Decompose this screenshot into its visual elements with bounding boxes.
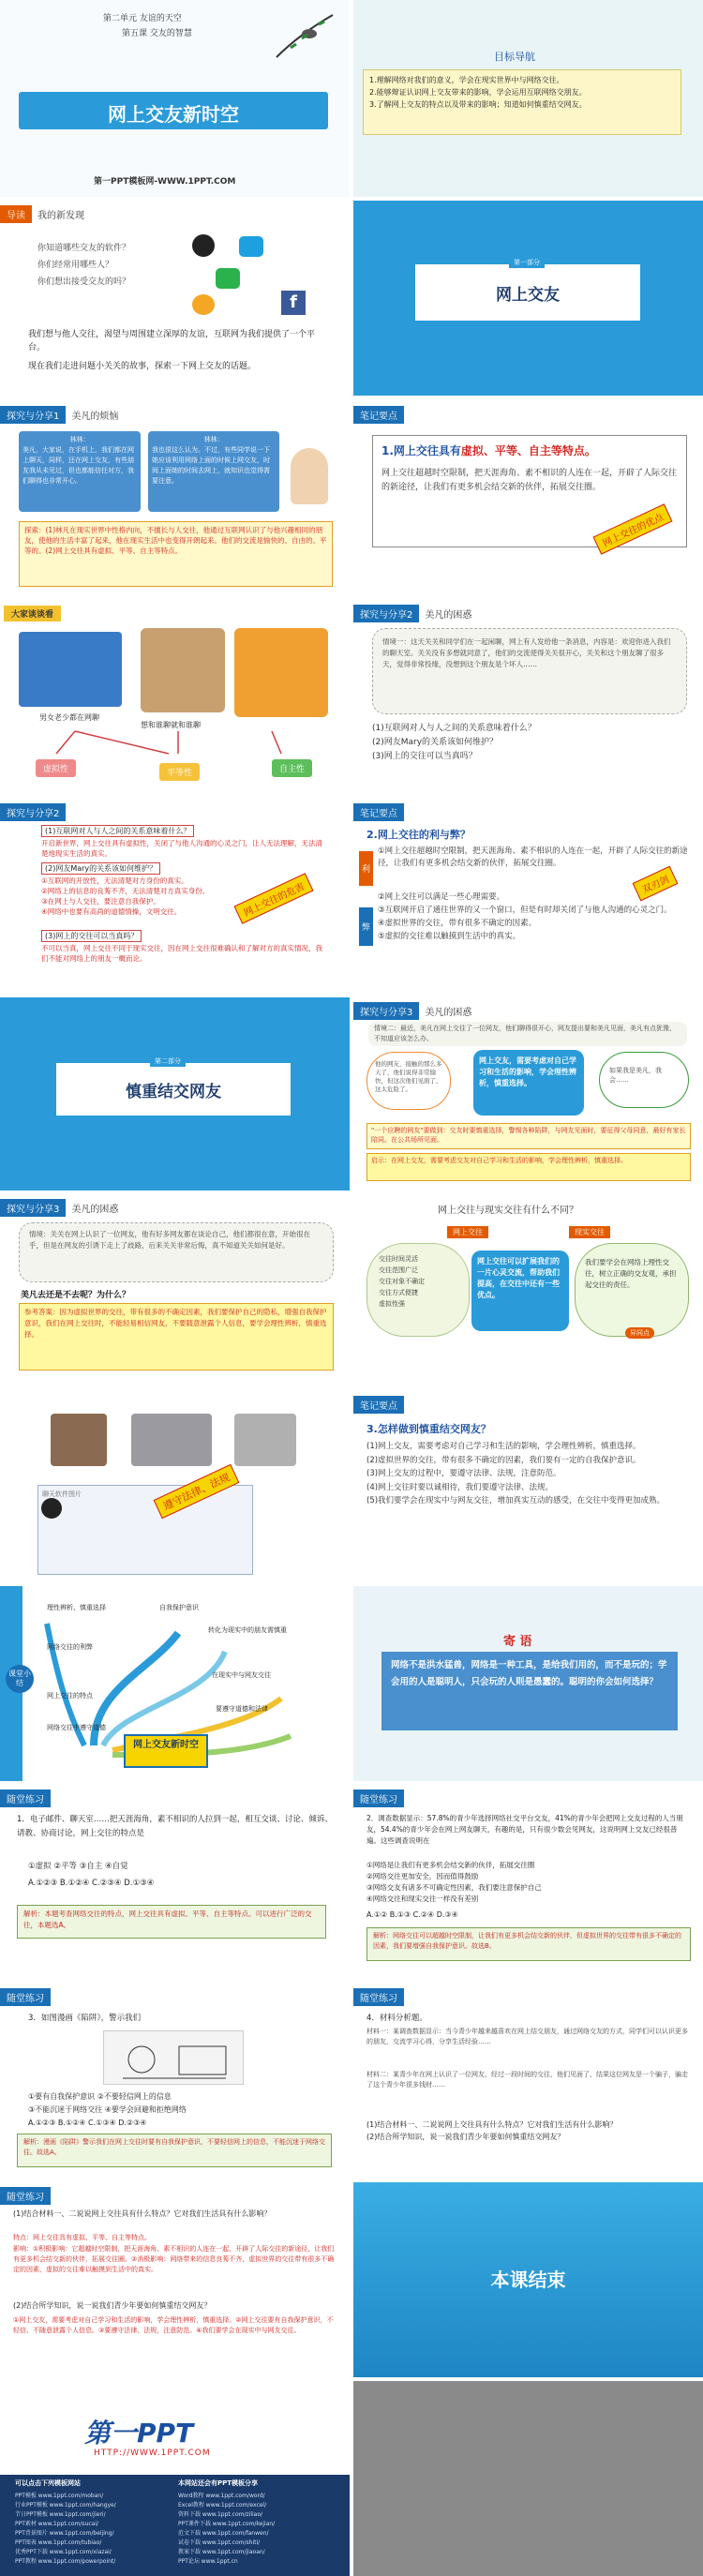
slide-tag: [0, 1790, 51, 1805]
cons-item: ④虚拟世界的交往，带有很多不确定的因素。: [378, 919, 537, 928]
facebook-icon: f: [281, 291, 306, 315]
tag-title: 我的新发现: [37, 210, 84, 221]
practice-option: ①网络是让我们有更多机会结交新的伙伴，拓展交往圈: [366, 1861, 535, 1869]
summary-logo: 网上交友新时空: [124, 1734, 208, 1768]
double-edge-stamp: 双刃剑: [633, 866, 679, 902]
slide-notes3: [353, 1391, 703, 1582]
explanation-box: 解析：网络交往可以超越时空限制，让我们有更多机会结交新的伙伴，但虚拟世界的交往带有很多不确定的因素，我们要增强自我保护意识。故选B。: [366, 1927, 691, 1961]
practice-choices: A.①② B.①③ C.②④ D.③④: [366, 1910, 458, 1919]
tag-label: 随堂练习: [0, 2187, 51, 2205]
method-item: (1)网上交友，需要考虑对自己学习和生活的影响，学会理性辨析，慎重选择。: [366, 1442, 641, 1451]
link-item[interactable]: PPT课件下载 www.1ppt.com/kejian/: [178, 2521, 276, 2527]
summary-item: 自我保护意识: [159, 1604, 199, 1611]
summary-item: 在现实中与网友交往: [212, 1671, 271, 1679]
tag-label: 探究与分享2: [353, 605, 419, 622]
answer: 开启新世界，网上交往具有虚拟性，关闭了与他人沟通的心灵之门，让人无法理解，无法清楚地现实生活的真实。: [41, 839, 322, 858]
slide-explore3: [353, 997, 703, 1191]
part-title: 网上交友: [496, 286, 560, 305]
method-item: (3)网上交友的过程中，要遵守法律、法规，注意防范。: [366, 1469, 561, 1478]
intro-question: 你们想出接受交友的吗？: [37, 277, 131, 287]
notes-heading: 2.网上交往的利与弊？: [366, 829, 471, 841]
thought-bubble-right: 如果我是美凡，我会……: [599, 1052, 689, 1108]
answer: ①网上交友，需要考虑对自己学习和生活的影响，学会理性辨析，慎重选择。②网上交往要有自我保护意识，不轻信、不随意泄露个人信息。③要遵守法律、法规，注意防范。④我们要学会在现实中与网友交往。: [13, 2316, 334, 2334]
slide-tag: [0, 804, 66, 819]
cover-title: 网上交友新时空: [108, 103, 239, 126]
practice-question: 1．电子邮件、聊天室……把天涯海角，素不相识的人拉到一起，相互交谈、讨论、倾诉、请教、协商讨论，网上交往的特点是: [17, 1815, 333, 1838]
link-item[interactable]: 优秀PPT下载 www.1ppt.com/xiazai/: [15, 2549, 112, 2555]
answer: ①互联网的开放性，无法清楚对方身份的真实。: [41, 876, 188, 885]
slide-tag: [353, 1989, 404, 2004]
slide-tag: [0, 206, 84, 221]
intro-question: 你们经常用哪些人？: [37, 261, 114, 270]
slide-tag: [353, 1003, 471, 1018]
summary-badge: 课堂小结: [6, 1665, 34, 1693]
explore-note: 探索：(1)林凡在现实世界中性格内向，不擅长与人交往，他通过互联网认识了与他兴趣相同的朋友，使他的生活丰富了起来，他在现实生活中也变得开朗起来。他们的交流是愉快的、自由的、平等的。(2)网上交往具有虚拟、平等、自主等特点。: [19, 521, 333, 587]
offline-text: 我们要学会在网络上理性交往，树立正确的交友观，承担起交往的责任。: [575, 1243, 689, 1337]
photo-illustration: [51, 1414, 107, 1466]
story-box: 情境：关关在网上认识了一位网友，他有好多网友都在谈论自己，他们都很在意，开始很在乎，但是在网友的引诱下走上了歧路，后来关关非常后悔，真不知道关关如何是好。: [19, 1222, 334, 1282]
tag-label: 探究与分享1: [0, 406, 66, 424]
question: 美凡去还是不去呢？为什么？: [21, 1291, 131, 1300]
slide-tag: [0, 2188, 51, 2203]
method-item: (5)我们要学会在现实中与网友交往，增加真实互动的感受，在交往中变得更加成熟。: [366, 1496, 666, 1505]
intro-question: 你知道哪些交友的软件？: [37, 244, 131, 253]
discuss-banner: 大家谈谈看: [4, 606, 61, 622]
tag-label: 探究与分享3: [353, 1002, 419, 1020]
online-list: 交往时间灵活 交往范围广泛 交往对象不确定 交往方式便捷 虚拟性强: [366, 1243, 470, 1337]
practice-option: ④网络交往和现实交往一样没有差别: [366, 1895, 479, 1903]
cons-item: ⑤虚拟的交往难以触摸到生活中的真实。: [378, 932, 521, 941]
site-url: HTTP://WWW.1PPT.COM: [94, 2449, 211, 2458]
practice-options: ①虚拟 ②平等 ③自主 ④自觉: [28, 1862, 128, 1871]
tag-label: 探究与分享2: [0, 803, 66, 821]
sub-question: (2)结合所学知识，说一说我们青少年要如何慎重结交网友？: [13, 2301, 212, 2310]
tag-title: 美凡的困惑: [425, 1007, 472, 1018]
goal-item: 1.理解网络对我们的意义，学会在现实世界中与网络交往。: [369, 76, 564, 84]
part-label: 第二部分: [150, 1056, 186, 1067]
practice-option: ③不能沉迷于网络交往 ④要学会回避和拒绝网络: [28, 2105, 187, 2114]
caption: 想和谁聊就和谁聊: [141, 721, 201, 729]
link-item[interactable]: 资料下载 www.1ppt.com/ziliao/: [178, 2511, 263, 2518]
momo-icon: [239, 236, 263, 257]
site-label: 第一PPT模板网-WWW.1PPT.COM: [94, 177, 236, 187]
goal-item: 3.了解网上交友的特点以及带来的影响；知道如何慎重结交网友。: [369, 100, 587, 109]
bubble-title: 林林：: [203, 436, 224, 443]
slide-tag: [353, 606, 471, 621]
link-item[interactable]: 范文下载 www.1ppt.com/fanwen/: [178, 2530, 269, 2537]
cons-label: 弊: [359, 907, 373, 946]
link-item[interactable]: 试卷下载 www.1ppt.com/shiti/: [178, 2539, 261, 2546]
advantage-stamp: 网上交往的优点: [592, 503, 672, 555]
explanation-box: 解析：漫画《陷阱》警示我们在网上交往时要有自我保护意识，不要轻信网上的信息，不能沉迷于网络交往。故选A。: [17, 2134, 332, 2167]
summary-item: 要遵守道德和法律: [216, 1705, 268, 1713]
slide-notes1: [353, 401, 703, 594]
tag-label: 随堂练习: [353, 1988, 404, 2006]
chip-equal: 平等性: [159, 763, 200, 781]
link-item[interactable]: PPT论坛 www.1ppt.cn: [178, 2558, 238, 2565]
bird-branch-icon: [272, 6, 337, 62]
slide-part1: [353, 201, 703, 396]
goals-heading: 目标导航: [494, 51, 535, 63]
summary-item: 理性辨析、慎重选择: [47, 1604, 106, 1611]
intro-body: 我们想与他人交往，渴望与周围建立深厚的友谊，互联网为我们提供了一个平台。: [28, 330, 316, 352]
blank-slot: [353, 2381, 703, 2576]
caption: 男女老少都在网聊: [39, 713, 99, 722]
part-title: 慎重结交网友: [126, 1083, 221, 1101]
slide-credits: [0, 2381, 350, 2576]
thought-bubble-left: 他的网友，接触的那么多天了，他们说得非常愉快，但这次他们见面了，这太危险了。: [366, 1052, 451, 1110]
speech-bubble-right: [148, 431, 279, 512]
slide-tag: [0, 407, 118, 422]
story-box: 情境二：最近，美凡在网上交往了一位网友，他们聊得很开心，网友提出要和美凡见面，美凡有点犹豫，不知道应该怎么办。: [368, 1022, 687, 1046]
qq-icon: [41, 1498, 62, 1519]
slide-goals: [353, 0, 703, 197]
bubble-text: 美凡，大家说，在手机上，我们都在网上聊天，同样，还在网上交友，有些朋友我从未见过，但也都能信任对方，我们聊得也非常开心。: [22, 446, 134, 485]
link-item[interactable]: PPT素材 www.1ppt.com/sucai/: [15, 2521, 99, 2527]
story-box: 情境一：这天关关和同学们在一起闲聊，网上有人发给他一条消息，内容是：欢迎你进入我们的聊天室。关关没有多想就同意了，他们的交流使得关关很开心，关关和这个朋友聊了很多天，觉得非常投缘，没想到这个朋友是个坏人……: [372, 628, 687, 714]
slide-practice2: [353, 1785, 703, 1980]
slide-cover: [0, 0, 350, 197]
tag-title: 美凡的烦恼: [71, 411, 119, 422]
sub-question: (1)结合材料一、二说说网上交往具有什么特点？它对我们生活具有什么影响？: [13, 2209, 272, 2218]
summary-item: 网络交往的利弊: [47, 1643, 93, 1651]
slide-practice4: [353, 1984, 703, 2179]
col-label-offline: 现实交往: [569, 1226, 610, 1238]
question: (2)网友Mary的关系该如何维护？: [41, 862, 160, 875]
slide-practice-answers: [0, 2182, 350, 2377]
tag-label: 笔记要点: [353, 1396, 404, 1414]
link-item[interactable]: Word教程 www.1ppt.com/word/: [178, 2493, 265, 2499]
notes-heading: 3.怎样做到慎重结交网友？: [366, 1423, 491, 1435]
question: (1)互联网对人与人之间的关系意味着什么？: [41, 825, 194, 837]
question: (3)网上的交往可以当真吗？: [372, 752, 477, 761]
bubble-title: 林林：: [69, 436, 90, 443]
material-1: 材料一：某调查数据显示：当今青少年越来越喜欢在网上结交朋友，通过网络交友的方式，同学们可以认识更多的朋友，交流学习心得，分享生活经验……: [366, 2028, 688, 2045]
unit-label: 第二单元 友谊的天空: [103, 14, 182, 23]
sub-question: (1)结合材料一、二说说网上交往具有什么特点？它对我们生活有什么影响？: [366, 2120, 618, 2129]
cons-item: ③互联网开启了通往世界的又一个窗口，但是有时却关闭了与他人沟通的心灵之门。: [378, 906, 672, 915]
practice-option: ②网络交往更加安全，因而值得鼓励: [366, 1872, 479, 1880]
risk-stamp: 网上交往的危害: [233, 873, 313, 924]
chat-screenshot: 聊天软件图片: [37, 1485, 253, 1575]
laptop-illustration: [19, 632, 122, 707]
link-item[interactable]: Excel教程 www.1ppt.com/excel/: [178, 2502, 267, 2509]
summary-item: 转化为现实中的朋友需慎重: [208, 1626, 287, 1634]
slide-tag: [353, 804, 404, 819]
goal-item: 2.能够辩证认识网上交友带来的影响，学会运用互联网络交朋友。: [369, 88, 587, 97]
method-item: (4)网上交往时要以诚相待，我们要遵守法律、法规。: [366, 1482, 554, 1492]
tag-label: 探究与分享3: [0, 1199, 66, 1217]
tag-title: 美凡的困惑: [71, 1204, 119, 1215]
wechat-icon: [216, 268, 240, 289]
slide-tag: [0, 1200, 118, 1215]
explanation-box: 解析：本题考查网络交往的特点，网上交往具有虚拟、平等、自主等特点。可以进行广泛的交往，本题选A。: [17, 1905, 326, 1939]
pros-text: ①网上交往超越时空限制，把天涯海角、素不相识的人连在一起，开辟了人际交往的新途径，让我们有更多机会结交新的伙伴，拓展交往圈。: [378, 846, 688, 868]
practice-option: A.①②③ B.①②④ C.①③④ D.②③④: [28, 2119, 147, 2127]
slide-practice1: [0, 1785, 350, 1980]
answer: 影响：①积极影响：它超越时空限制，把天涯海角、素不相识的人连在一起，开辟了人际交往的新途径，让我们有更多机会结交新的伙伴，拓展交往圈。②消极影响：网络带来的信息良莠不齐，虚拟世界的交往带有很多不确定的因素，虚拟的交往难以触摸到生活中的真实。: [13, 2245, 335, 2273]
slide-part2: [0, 997, 350, 1191]
answer: 不可以当真，网上交往不同于现实交往，因在网上交往很难确认和了解对方的真实情况，我们不能对网络上的朋友一概而论。: [41, 944, 322, 963]
speech-bubble-left: [19, 431, 141, 512]
tag-label: 随堂练习: [0, 1790, 51, 1807]
practice-option: ①要有自我保护意识 ②不要轻信网上的信息: [28, 2092, 172, 2101]
summary-box: 启示：在网上交友，需要考虑交友对自己学习和生活的影响，学会理性辨析，慎重选择。: [366, 1153, 691, 1181]
slide-explore2: [353, 600, 703, 795]
slide-tag: [353, 1397, 404, 1412]
pros-label: 利: [359, 851, 373, 886]
answer-box: 参考答案：因为虚拟世界的交往，带有很多的不确定因素，我们要保护自己的隐私，增强自我保护意识，我们在网上交往时，不能轻易相信网友，不要随意泄露个人信息，要学会理性辨析，慎重选择。: [19, 1303, 334, 1370]
cons-item: ②网上交往可以满足一些心理需要。: [378, 892, 505, 902]
tag-label: 导读: [0, 205, 32, 223]
slide-summary: [0, 1586, 350, 1781]
tag-title: 美凡的困惑: [425, 609, 472, 621]
tag-label: 笔记要点: [353, 406, 404, 424]
slide-practice3: [0, 1984, 350, 2179]
question: (2)网友Mary的关系该如何维护？: [372, 738, 499, 747]
student-illustration: [291, 448, 328, 504]
slide-end: [353, 2182, 703, 2377]
slide-answers2: [0, 799, 350, 994]
practice-question: 4．材料分析题。: [366, 2014, 427, 2023]
col-label-online: 网上交往: [447, 1226, 488, 1238]
link-item[interactable]: PPT图表 www.1ppt.com/tubiao/: [15, 2539, 102, 2546]
question: (3)网上的交往可以当真吗？: [41, 930, 142, 942]
connector-lines: [37, 729, 300, 757]
cartoon-trap: [103, 2030, 244, 2085]
weibo-icon: [192, 294, 215, 315]
goals-box: [363, 69, 681, 135]
links-col2-title: 本网站还会有PPT模板分享: [178, 2479, 259, 2487]
chip-autonomy: 自主性: [272, 759, 312, 777]
tag-label: 随堂练习: [0, 1988, 51, 2006]
method-item: (2)虚拟世界的交往，带有很多不确定的因素，我们要有一定的自我保护意识。: [366, 1455, 641, 1465]
note-box: "一个应聘的网友"要做到：交友时要慎重选择，警惕各种陷阱，与网友见面时，要征得父母同意，最好有家长陪同。在公共场所见面。: [366, 1123, 691, 1149]
link-item[interactable]: 教案下载 www.1ppt.com/jiaoan/: [178, 2549, 265, 2555]
answer: ④网络中也要有高尚的道德情操，文明交往。: [41, 907, 182, 916]
practice-choices: A.①②③ B.①②④ C.②③④ D.①③④: [28, 1879, 155, 1888]
slide-tag: [353, 1790, 404, 1805]
link-item[interactable]: 节日PPT模板 www.1ppt.com/jieri/: [15, 2511, 106, 2518]
end-title: 本课结束: [490, 2269, 566, 2291]
slide-explore3b: [0, 1194, 350, 1387]
intro-body-2: 现在我们走进问题小关关的故事，探索一下网上交友的话题。: [28, 362, 257, 371]
bubble-text: 我也很这么认为。不过，有些同学说一下她应该利用网络上面的时候上网交友，时间上面她的时间去网上，就知识也觉得需要注意。: [152, 446, 270, 485]
slide-notes2: [353, 799, 703, 994]
phone-illustration: [141, 628, 225, 712]
link-item[interactable]: 行业PPT模板 www.1ppt.com/hangye/: [15, 2502, 116, 2509]
device-illustration: [234, 1414, 296, 1466]
compare-heading: 网上交往与现实交往有什么不同？: [438, 1206, 578, 1216]
answer: ②网络上的信息的良莠不齐，无法清楚对方真实身份。: [41, 887, 210, 895]
practice-option: ③网络交友有诸多不可确定性因素，我们要注意保护自己: [366, 1883, 542, 1892]
sub-question: (2)结合所学知识，说一说我们青少年要如何慎重结交网友？: [366, 2133, 565, 2141]
cartoon-illustration: [131, 1414, 212, 1466]
link-item[interactable]: PPT模板 www.1ppt.com/moban/: [15, 2493, 104, 2499]
chip-virtual: 虚拟性: [36, 759, 76, 777]
law-stamp: 遵守法律、法规: [154, 1464, 240, 1519]
answer: ③在网上与人交往，要注意自我保护。: [41, 897, 160, 906]
tag-label: 随堂练习: [353, 1790, 404, 1807]
message-heading: 寄 语: [503, 1635, 532, 1649]
tag-label: 笔记要点: [353, 803, 404, 821]
part-label: 第一部分: [509, 257, 545, 268]
site-logo: 第一PPT: [84, 2418, 194, 2449]
practice-question: 3．如图漫画《陷阱》，警示我们: [28, 2014, 142, 2023]
notes-heading: 1.网上交往具有虚拟、平等、自主等特点。: [381, 444, 596, 457]
material-2: 材料二：某青少年在网上认识了一位网友，经过一段时间的交往，他们见面了，结果这位网友是一个骗子，骗走了这个青少年很多钱财……: [366, 2071, 688, 2089]
thought-bubble-mid: 网上交友，需要考虑对自己学习和生活的影响，学会理性辨析，慎重选择。: [473, 1050, 584, 1116]
practice-question: 2．调查数据显示：57.8%的青少年选择网络社交平台交友，41%的青少年会把网上交友过程的人当朋友，54.4%的青少年会在网上网友聊天，有趣的是，只有很少数会见网友，这说明网上交友已经很普遍。这些调查说明在: [366, 1814, 683, 1845]
slide-compare: [353, 1194, 703, 1387]
slide-law: [0, 1391, 350, 1582]
slide-discuss: [0, 600, 350, 795]
diff-badge: 异同点: [625, 1327, 654, 1339]
qq-icon: [192, 234, 215, 257]
slide-message: [353, 1586, 703, 1781]
slide-intro: [0, 201, 350, 396]
link-item[interactable]: PPT背景图片 www.1ppt.com/beijing/: [15, 2530, 114, 2537]
slide-tag: [0, 1989, 51, 2004]
slide-tag: [353, 407, 404, 422]
cartoon-illustration: [234, 628, 328, 717]
links-col1-title: 可以点击下列模板网站: [15, 2479, 81, 2487]
lesson-label: 第五课 交友的智慧: [122, 29, 192, 38]
answer: 特点：网上交往具有虚拟、平等、自主等特点。: [13, 2234, 151, 2241]
notes-paragraph: 网上交往超越时空限制，把天涯海角、素不相识的人连在一起，开辟了人际交往的新途径，让我们有更多机会结交新的伙伴，拓展交往圈。: [381, 469, 678, 492]
summary-item: 网络交往中遵守道德: [47, 1724, 106, 1731]
link-item[interactable]: PPT教程 www.1ppt.com/powerpoint/: [15, 2558, 116, 2565]
question: (1)互联网对人与人之间的关系意味着什么？: [372, 724, 536, 733]
slide-explore1: [0, 401, 350, 594]
overlap-box: 网上交往可以扩展我们的一片心灵交流，帮助我们提高，在交往中还有一些优点。: [471, 1251, 569, 1331]
summary-item: 网上交往的特点: [47, 1692, 93, 1700]
message-body: 网络不是洪水猛兽，网络是一种工具，是给我们用的，而不是玩的；学会用的人是聪明人，只会玩的人则是愚蠢的。聪明的你会如何选择？: [381, 1652, 678, 1730]
